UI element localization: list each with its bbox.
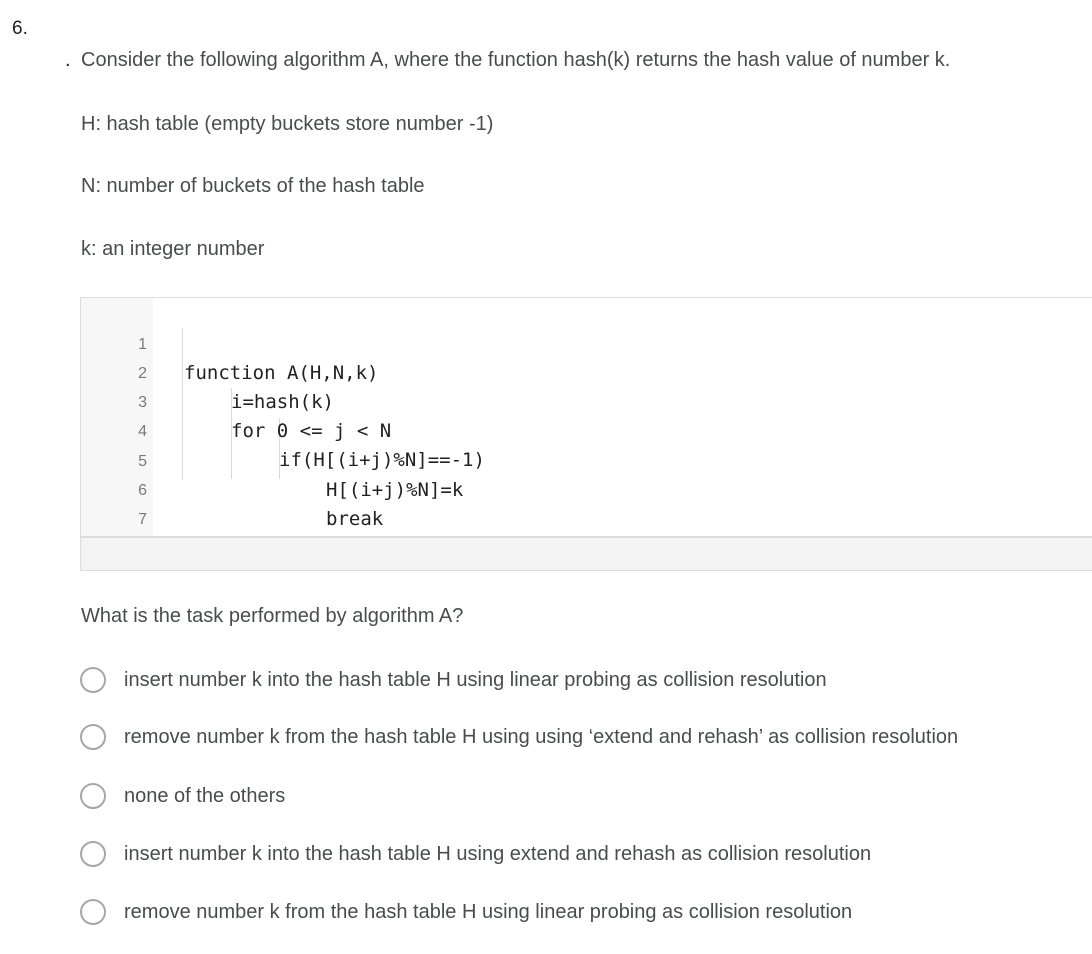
param-buckets: N: number of buckets of the hash table [81, 175, 425, 197]
answer-option[interactable] [80, 897, 852, 927]
code-text: H[(i+j)%N]=k [326, 479, 464, 501]
code-text: i=hash(k) [231, 391, 334, 413]
radio-button[interactable] [80, 841, 106, 867]
question-intro: Consider the following algorithm A, where the function hash(k) returns the hash value of number k. [81, 49, 951, 71]
radio-button[interactable] [80, 724, 106, 750]
radio-button[interactable] [80, 783, 106, 809]
answer-option[interactable] [80, 665, 827, 695]
intro-bullet: . [65, 49, 71, 71]
line-number: 1 [138, 336, 147, 353]
code-text: for 0 <= j < N [231, 420, 392, 442]
indent-guide [182, 329, 183, 479]
line-number: 7 [138, 511, 147, 528]
code-text: if(H[(i+j)%N]==-1) [279, 449, 485, 471]
option-label: insert number k into the hash table H using extend and rehash as collision resolution [124, 842, 872, 865]
line-number: 2 [138, 365, 147, 382]
question-prompt: What is the task performed by algorithm A? [81, 605, 464, 627]
question-number: 6. [12, 18, 28, 39]
option-label: none of the others [124, 784, 286, 807]
answer-option[interactable] [80, 839, 871, 869]
code-block-footer [80, 537, 1092, 571]
radio-button[interactable] [80, 667, 106, 693]
answer-option[interactable] [80, 722, 958, 752]
param-k: k: an integer number [81, 238, 265, 260]
line-number: 5 [138, 453, 147, 470]
answer-option[interactable] [80, 781, 285, 811]
code-line [81, 301, 379, 384]
line-number: 6 [138, 482, 147, 499]
param-hash-table: H: hash table (empty buckets store number -1) [81, 113, 494, 135]
code-block [80, 297, 1092, 537]
code-text: break [326, 508, 384, 530]
line-number: 4 [138, 423, 147, 440]
option-label: remove number k from the hash table H using linear probing as collision resolution [124, 900, 853, 923]
radio-button[interactable] [80, 899, 106, 925]
code-text: function A(H,N,k) [184, 362, 379, 384]
option-label: insert number k into the hash table H using linear probing as collision resolution [124, 668, 827, 691]
option-label: remove number k from the hash table H using using ‘extend and rehash’ as collision resolution [124, 725, 959, 748]
line-number: 3 [138, 394, 147, 411]
code-line [81, 476, 147, 528]
